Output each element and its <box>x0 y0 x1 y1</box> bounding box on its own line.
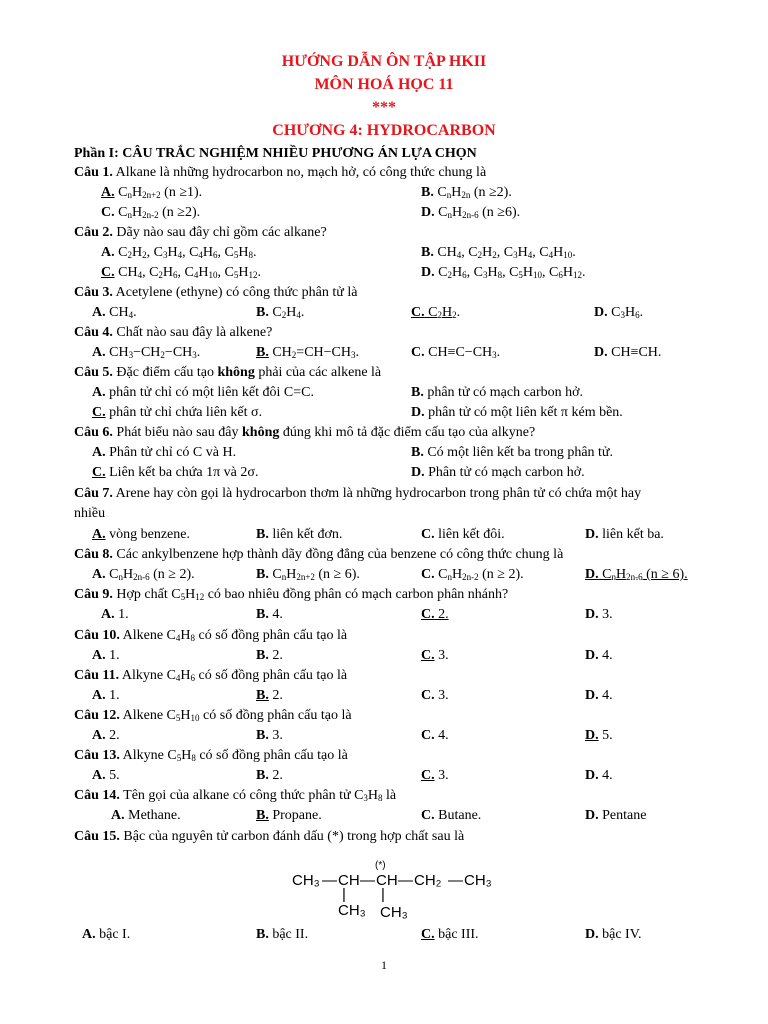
q13-option-d: D. 4. <box>585 768 613 783</box>
q10-option-b: B. 2. <box>256 648 283 663</box>
q10-option-a: A. 1. <box>92 648 120 663</box>
question-8: Câu 8. Các ankylbenzene hợp thành dãy đồng đẳng của benzene có công thức chung là <box>74 547 564 562</box>
q11-option-d: D. 4. <box>585 688 613 703</box>
q4-option-c: C. $CH\equiv C-CH_3$. <box>411 345 501 360</box>
q14-option-c: C. Butane. <box>421 808 482 823</box>
q14-option-a: A. Methane. <box>111 808 181 823</box>
struct-vbond-1: | <box>342 886 346 903</box>
q5-option-b: B. phân tử có mạch carbon hở. <box>411 385 584 400</box>
question-6: Câu 6. Phát biểu nào sau đây không đúng khi mô tả đặc điểm cấu tạo của alkyne? <box>74 425 536 440</box>
q9-option-c: C. 2. <box>421 607 449 622</box>
q5-option-a: A. phân tử chỉ có một liên kết đôi C=C. <box>92 385 314 400</box>
struct-bond-3: — <box>398 872 413 889</box>
question-7-cont: nhiều <box>74 506 106 521</box>
question-15: Câu 15. Bậc của nguyên tử carbon đánh dấu (*) trong hợp chất sau là <box>74 829 465 844</box>
q4-option-b: B. $CH_2=CH-CH_3$. <box>256 345 359 360</box>
q3-option-c: C. $C_2H_2$. <box>411 305 461 320</box>
struct-bond-1: — <box>322 872 337 889</box>
q8-option-b: B. $C_nH_{2n+2}$ (n ≥ 6). <box>256 567 360 582</box>
q13-option-b: B. 2. <box>256 768 283 783</box>
q9-option-d: D. 3. <box>585 607 613 622</box>
question-4: Câu 4. Chất nào sau đây là alkene? <box>74 325 273 340</box>
question-1: Câu 1. Alkane là những hydrocarbon no, mạch hở, có công thức chung là <box>74 165 487 180</box>
q7-option-a: A. vòng benzene. <box>92 527 190 542</box>
struct-star: (*) <box>375 860 386 871</box>
q4-option-a: A. $CH_3-CH_2-CH_3$. <box>92 345 201 360</box>
q1-option-d: D. $C_nH_{2n-6}$ (n ≥6). <box>421 205 521 220</box>
q15-option-d: D. bậc IV. <box>585 927 642 942</box>
question-7: Câu 7. Arene hay còn gọi là hydrocarbon thơm là những hydrocarbon trong phân tử có chứa một hay <box>74 486 642 501</box>
q15-option-b: B. bậc II. <box>256 927 309 942</box>
q7-option-b: B. liên kết đơn. <box>256 527 343 542</box>
q10-option-c: C. 3. <box>421 648 449 663</box>
q1-option-c: C. $C_nH_{2n-2}$ (n ≥2). <box>101 205 201 220</box>
page-number: 1 <box>381 958 387 972</box>
q9-option-b: B. 4. <box>256 607 283 622</box>
struct-ch-1: CH <box>338 872 360 889</box>
q1-option-a: A. $C_nH_{2n+2}$ (n ≥1). <box>101 185 203 200</box>
question-5: Câu 5. Đặc điểm cấu tạo không phải của các alkene là <box>74 365 382 380</box>
q12-option-d: D. 5. <box>585 728 613 743</box>
q3-option-d: D. $C_3H_6$. <box>594 305 644 320</box>
question-3: Câu 3. Acetylene (ethyne) có công thức phân tử là <box>74 285 358 300</box>
q6-option-c: C. Liên kết ba chứa 1π và 2σ. <box>92 465 259 480</box>
q15-option-c: C. bậc III. <box>421 927 479 942</box>
q7-option-c: C. liên kết đôi. <box>421 527 505 542</box>
q2-option-b: B. $CH_4$, $C_2H_2$, $C_3H_4$, $C_4H_{10}$. <box>421 245 576 260</box>
q15-option-a: A. bậc I. <box>82 927 131 942</box>
struct-vbond-2: | <box>381 886 385 903</box>
q8-option-a: A. $C_nH_{2n-6}$ (n ≥ 2). <box>92 567 195 582</box>
doc-title: HƯỚNG DẪN ÔN TẬP HKII <box>281 53 487 70</box>
q4-option-d: D. CH≡CH. <box>594 345 662 360</box>
q5-option-c: C. phân tử chỉ chứa liên kết σ. <box>92 405 263 420</box>
struct-ch3-1: CH₃ <box>292 872 320 889</box>
q9-option-a: A. 1. <box>101 607 129 622</box>
question-10: Câu 10. Alkene $C_4H_8$ có số đồng phân cấu tạo là <box>74 628 348 643</box>
q11-option-b: B. 2. <box>256 688 283 703</box>
q11-option-a: A. 1. <box>92 688 120 703</box>
q13-option-c: C. 3. <box>421 768 449 783</box>
q6-option-a: A. Phân tử chỉ có C và H. <box>92 445 237 460</box>
q5-option-d: D. phân tử có một liên kết π kém bền. <box>411 405 623 420</box>
q8-option-d: D. $C_nH_{2n-6}$ (n ≥ 6). <box>585 567 688 582</box>
q14-option-b: B. Propane. <box>256 808 322 823</box>
struct-ch-2: CH <box>376 872 398 889</box>
q6-option-b: B. Có một liên kết ba trong phân tử. <box>411 445 614 460</box>
doc-subtitle: MÔN HOÁ HỌC 11 <box>314 76 454 93</box>
q14-option-d: D. Pentane <box>585 808 647 823</box>
q12-option-c: C. 4. <box>421 728 449 743</box>
q3-option-b: B. $C_2H_4$. <box>256 305 305 320</box>
chapter-title: CHƯƠNG 4: HYDROCARBON <box>272 122 496 139</box>
struct-bond-2: — <box>360 872 375 889</box>
q2-option-d: D. $C_2H_6$, $C_3H_8$, $C_5H_{10}$, $C_6H_{12}$. <box>421 265 586 280</box>
question-13: Câu 13. Alkyne $C_5H_8$ có số đồng phân cấu tạo là <box>74 748 348 763</box>
q6-option-d: D. Phân tử có mạch carbon hở. <box>411 465 585 480</box>
q1-option-b: B. $C_nH_{2n}$ (n ≥2). <box>421 185 512 200</box>
part-heading: Phần I: CÂU TRẮC NGHIỆM NHIỀU PHƯƠNG ÁN LỰA CHỌN <box>74 146 477 161</box>
q11-option-c: C. 3. <box>421 688 449 703</box>
q13-option-a: A. 5. <box>92 768 120 783</box>
question-9: Câu 9. Hợp chất $C_5H_{12}$ có bao nhiêu đồng phân có mạch carbon phân nhánh? <box>74 587 509 602</box>
struct-ch3-down-1: CH₃ <box>338 902 366 919</box>
q7-option-d: D. liên kết ba. <box>585 527 664 542</box>
q2-option-a: A. $C_2H_2$, $C_3H_4$, $C_4H_6$, $C_5H_8$. <box>101 245 257 260</box>
question-2: Câu 2. Dãy nào sau đây chỉ gồm các alkane? <box>74 225 327 240</box>
q12-option-a: A. 2. <box>92 728 120 743</box>
question-12: Câu 12. Alkene $C_5H_{10}$ có số đồng phân cấu tạo là <box>74 708 352 723</box>
q10-option-d: D. 4. <box>585 648 613 663</box>
q12-option-b: B. 3. <box>256 728 283 743</box>
struct-bond-4: — <box>448 872 463 889</box>
question-14: Câu 14. Tên gọi của alkane có công thức phân tử $C_3H_8$ là <box>74 788 397 803</box>
q8-option-c: C. $C_nH_{2n-2}$ (n ≥ 2). <box>421 567 524 582</box>
q3-option-a: A. $CH_4$. <box>92 305 137 320</box>
struct-ch3-down-2: CH₃ <box>380 904 408 921</box>
struct-ch3-2: CH₃ <box>464 872 492 889</box>
doc-stars: *** <box>372 99 396 116</box>
q2-option-c: C. $CH_4$, $C_2H_6$, $C_4H_{10}$, $C_5H_{12}$. <box>101 265 261 280</box>
question-11: Câu 11. Alkyne $C_4H_6$ có số đồng phân cấu tạo là <box>74 668 348 683</box>
struct-ch2: CH₂ <box>414 872 442 889</box>
